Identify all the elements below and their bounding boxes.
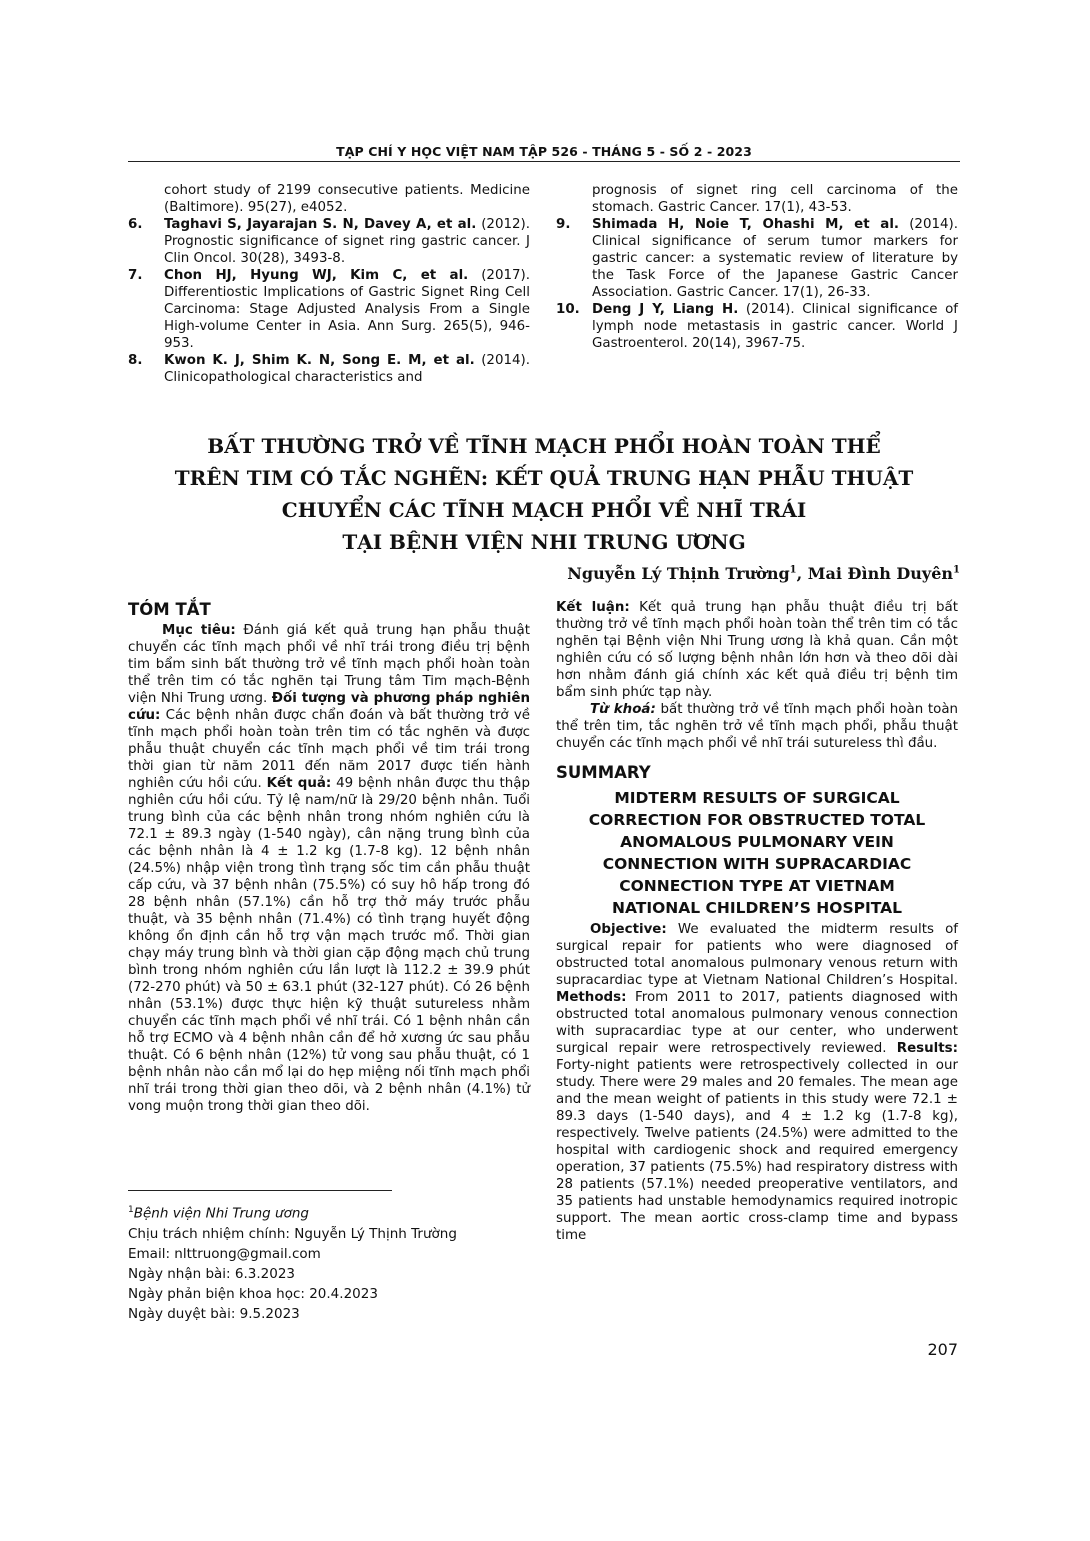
results-label: Results: [896,1041,958,1056]
journal-header: TẠP CHÍ Y HỌC VIỆT NAM TẬP 526 - THÁNG 5 - SỐ 2 - 2023 [336,144,752,159]
summary-title-line: CONNECTION TYPE AT VIETNAM [619,877,895,895]
summary-title-line: ANOMALOUS PULMONARY VEIN [620,833,894,851]
abstract-heading: TÓM TẮT [128,600,211,619]
header-rule [128,161,960,162]
objective-text: Đánh giá kết quả trung hạn phẫu thuật chuyển các tĩnh mạch phổi về nhĩ trái trong điều trị bệnh tim bẩm sinh bất thường trở về tĩnh mạch phổi hoàn toàn thể trên tim có tắc nghẽn tại Trung tâm Tim mạch-Bệnh viện Nhi Trung ương. [128,623,530,706]
reference-item [128,182,530,216]
reference-text: (2014). Clinicopathological characteristics and [164,353,530,385]
article-title [128,430,960,558]
author-separator: , [796,564,808,583]
reference-authors: Chon HJ, Hyung WJ, Kim C, et al. [164,268,469,283]
reference-authors: Shimada H, Noie T, Ohashi M, et al. [592,217,899,232]
reference-number: 6. [128,217,143,232]
objective-text: We evaluated the midterm results of surgical repair for patients who were diagnosed of obstructed total anomalous pulmonary venous return with supracardiac type at Vietnam National Children’s Hospital. [556,922,958,988]
title-line: TRÊN TIM CÓ TẮC NGHẼN: KẾT QUẢ TRUNG HẠN PHẪU THUẬT [174,466,914,490]
keywords-paragraph [556,701,958,752]
references-right-column [556,182,958,352]
objective-label: Mục tiêu: [162,623,236,638]
page-number: 207 [927,1340,958,1359]
summary-heading: SUMMARY [556,763,651,782]
keywords-label: Từ khoá: [590,702,656,717]
footnote-accepted: Ngày duyệt bài: 9.5.2023 [128,1305,300,1322]
footnote-affiliation [128,1200,530,1224]
reference-text: (2014). Clinical significance of serum tumor markers for gastric cancer: a systematic review of literature by the Task Force of the Japanese Gastric Cancer Association. Gastric Cancer. 17(1), 26-33. [592,217,958,300]
footnotes [128,1200,530,1324]
affiliation-text: Bệnh viện Nhi Trung ương [133,1205,309,1222]
reference-item [556,301,958,352]
reference-authors: Kwon K. J, Shim K. N, Song E. M, et al. [164,353,475,368]
author-line [567,564,960,583]
abstract-paragraph-continued [556,599,958,701]
conclusion-text: Kết quả trung hạn phẫu thuật điều trị bất thường trở về tĩnh mạch phổi hoàn toàn thể trên tim có tắc nghẽn tại Bệnh viện Nhi Trung ương là khả quan. Cần một nghiên cứu có số lượng bệnh nhân lớn hơn và theo dõi dài hơn nhằm đánh giá chính xác kết quả điều trị bệnh tim bẩm sinh phức tạp này. [556,600,958,700]
reference-item [556,216,958,301]
methods-text: Các bệnh nhân được chẩn đoán và bất thường trở về tĩnh mạch phổi hoàn toàn trên tim có tắc nghẽn và được phẫu thuật chuyển các tĩnh mạch phổi về tim trái trong thời gian từ năm 2011 đến năm 2017 được tiến hành nghiên cứu hồi cứu. [128,708,530,791]
author-affiliation-mark: 1 [789,564,797,576]
reference-item [128,267,530,352]
affiliation-mark: 1 [128,1205,134,1215]
reference-number: 7. [128,268,143,283]
summary-title [556,787,958,919]
methods-label: Đối tượng và phương pháp nghiên cứu: [128,691,530,723]
author-name: Mai Đình Duyên [807,564,954,583]
reference-text: (2012). Prognostic significance of signet ring gastric cancer. J Clin Oncol. 30(28), 3493-8. [164,217,530,266]
footnote-responsible: Chịu trách nhiệm chính: Nguyễn Lý Thịnh Trường [128,1225,457,1242]
reference-authors: Taghavi S, Jayarajan S. N, Davey A, et al. [164,217,477,232]
footnote-received: Ngày nhận bài: 6.3.2023 [128,1265,296,1282]
keywords-text: bất thường trở về tĩnh mạch phổi hoàn toàn thể trên tim, tắc nghẽn trở về tĩnh mạch phổi, phẫu thuật chuyển các tĩnh mạch phổi về nhĩ trái sutureless thì đầu. [556,702,959,751]
summary-paragraph [556,921,958,1244]
reference-text: cohort study of 2199 consecutive patients. Medicine (Baltimore). 95(27), e4052. [164,183,530,215]
abstract-paragraph [128,622,530,1115]
reference-number: 10. [556,302,580,317]
reference-text: (2017). Differentiostic Implications of Gastric Signet Ring Cell Carcinoma: Stage Adjusted Analysis From a Single High-volume Center in Asia. Ann Surg. 265(5), 946-953. [164,268,530,351]
footnote-reviewed: Ngày phản biện khoa học: 20.4.2023 [128,1285,378,1302]
title-line: CHUYỂN CÁC TĨNH MẠCH PHỔI VỀ NHĨ TRÁI [281,498,807,522]
methods-label: Methods: [556,990,627,1005]
reference-number: 9. [556,217,571,232]
reference-text: (2014). Clinical significance of lymph node metastasis in gastric cancer. World J Gastroenterol. 20(14), 3967-75. [592,302,958,351]
author-name: Nguyễn Lý Thịnh Trường [567,564,790,583]
summary-title-line: MIDTERM RESULTS OF SURGICAL [614,789,900,807]
summary-title-line: CONNECTION WITH SUPRACARDIAC [602,855,912,873]
reference-authors: Deng J Y, Liang H. [592,302,739,317]
abstract-vietnamese [128,601,530,1115]
footnote-email: Email: nlttruong@gmail.com [128,1245,321,1262]
objective-label: Objective: [590,922,667,937]
methods-text: From 2011 to 2017, patients diagnosed with obstructed total anomalous pulmonary venous connection with supracardiac type at our center, who underwent surgical repair were retrospectively reviewed. [556,990,958,1056]
results-text: 49 bệnh nhân được thu thập nghiên cứu hồi cứu. Tỷ lệ nam/nữ là 29/20 bệnh nhân. Tuổi trung bình của các bệnh nhân trong nhóm nghiên cứu là 72.1 ± 89.3 ngày (1-540 ngày), cân nặng trung bình của các bệnh nhân là 4 ± 1.2 kg (1.7-8 kg). 12 bệnh nhân (24.5%) nhập viện trong tình trạng sốc tim cần phẫu thuật cấp cứu, và 37 bệnh nhân (75.5%) có suy hô hấp trong đó 28 bệnh nhân (57.1%) cần hỗ trợ thở máy trước phẫu thuật, và 35 bệnh nhân (71.4%) có tình trạng huyết động không ổn định cần hỗ trợ vận mạch trước mổ. Thời gian chạy máy trung bình và thời gian cặp động mạch chủ trung bình trong nhóm nghiên cứu lần lượt là 112.2 ± 39.9 phút (72-270 phút) và 50 ± 63.1 phút (32-127 phút). Có 26 bệnh nhân (53.1%) được thực hiện kỹ thuật sutureless nhằm chuyển các tĩnh mạch phổi về nhĩ trái. Có 1 bệnh nhân cần hỗ trợ ECMO và 4 bệnh nhân cần để hở xương ức sau phẫu thuật. Có 6 bệnh nhân (12%) tử vong sau phẫu thuật, có 1 bệnh nhân nào cần mổ lại do hẹp miệng nối tĩnh mạch phổi nhĩ trái trong thời gian theo dõi, và 2 bệnh nhân (4.1%) tử vong muộn trong thời gian theo dõi. [128,776,530,1114]
summary-title-line: CORRECTION FOR OBSTRUCTED TOTAL [588,811,926,829]
reference-item [128,352,530,386]
footnote-rule [128,1190,392,1191]
reference-item [128,216,530,267]
title-line: BẤT THƯỜNG TRỞ VỀ TĨNH MẠCH PHỔI HOÀN TOÀN THỂ [207,434,881,458]
results-text: Forty-night patients were retrospectively collected in our study. There were 29 males and 20 females. The mean age and the mean weight of patients in this study were 72.1 ± 89.3 days (1-540 days), and 4 ± 1.2 kg (1.7-8 kg), respectively. Twelve patients (24.5%) were admitted to the hospital with cardiogenic shock and required emergency operation, 37 patients (75.5%) had respiratory distress with 28 patients (57.1%) needed preoperative ventilators, and 35 patients had unstable hemodynamics required inotropic support. The mean aortic cross-clamp time and bypass time [556,1058,958,1243]
abstract-right-column [556,599,958,1244]
reference-number: 8. [128,353,143,368]
results-label: Kết quả: [266,776,332,791]
reference-text: prognosis of signet ring cell carcinoma of the stomach. Gastric Cancer. 17(1), 43-53. [592,183,958,215]
reference-item [556,182,958,216]
title-line: TẠI BỆNH VIỆN NHI TRUNG ƯƠNG [342,530,746,554]
conclusion-label: Kết luận: [556,600,630,615]
summary-title-line: NATIONAL CHILDREN’S HOSPITAL [611,899,902,917]
author-affiliation-mark: 1 [953,564,960,576]
references-left-column [128,182,530,386]
